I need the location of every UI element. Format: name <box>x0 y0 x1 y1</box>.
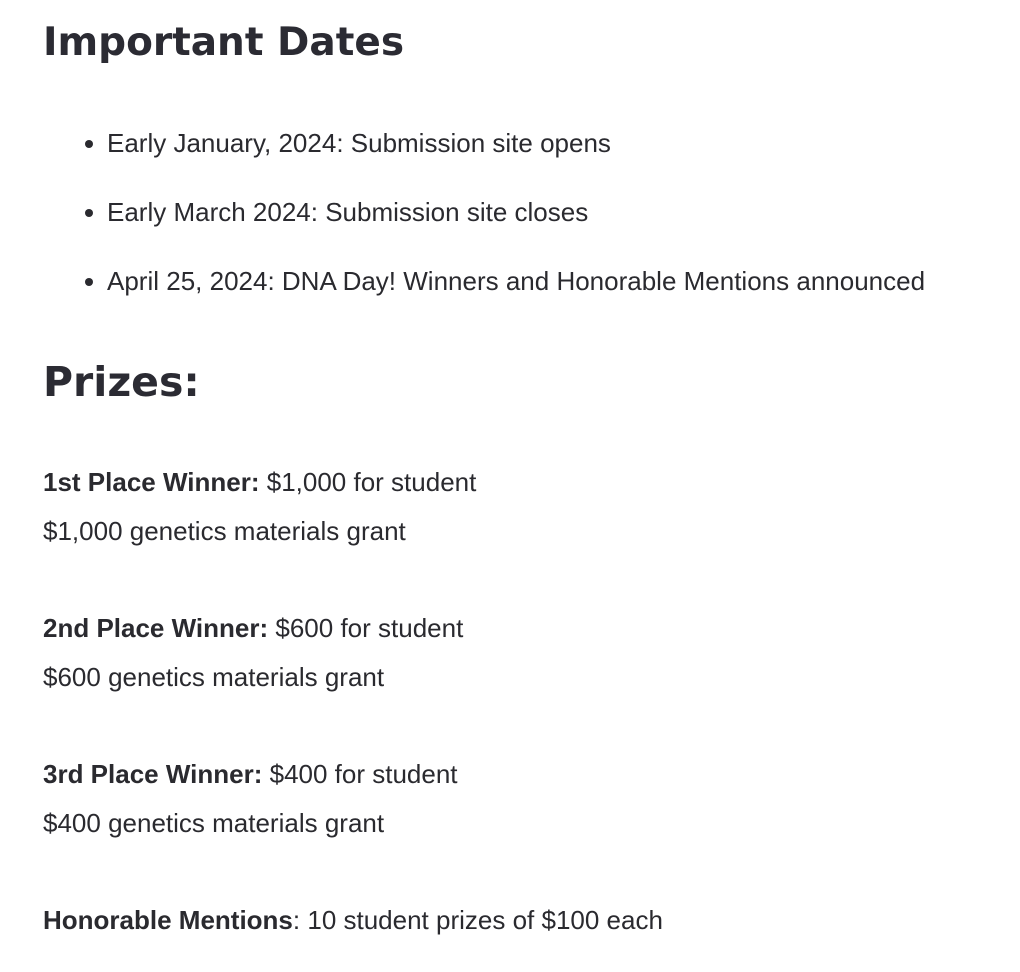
third-place-student-prize <box>43 758 458 790</box>
first-place-student-prize <box>43 466 476 498</box>
first-place-student-amount: $1,000 for student <box>259 467 477 497</box>
date-item-submission-closes <box>107 196 588 228</box>
third-place-label: 3rd Place Winner: <box>43 759 263 789</box>
second-place-label: 2nd Place Winner: <box>43 613 269 643</box>
date-item-text: April 25, 2024: DNA Day! Winners and Honorable Mentions announced <box>107 266 926 296</box>
honorable-mentions-text: : 10 student prizes of $100 each <box>292 905 663 935</box>
date-item-text: Early March 2024: Submission site closes <box>107 197 589 227</box>
first-place-label: 1st Place Winner: <box>43 467 260 497</box>
bullet-icon <box>85 140 93 148</box>
bullet-icon <box>85 209 93 217</box>
date-item-submission-opens <box>107 127 611 159</box>
first-place-grant: $1,000 genetics materials grant <box>43 516 406 546</box>
third-place-student-amount: $400 for student <box>262 759 458 789</box>
honorable-mentions-prize <box>43 904 663 936</box>
date-item-text: Early January, 2024: Submission site opens <box>107 128 611 158</box>
bullet-icon <box>85 278 93 286</box>
second-place-student-amount: $600 for student <box>268 613 464 643</box>
important-dates-heading: Important Dates <box>43 20 405 65</box>
date-item-winners-announced <box>107 265 925 297</box>
prizes-heading: Prizes: <box>43 358 200 406</box>
second-place-grant: $600 genetics materials grant <box>43 662 385 692</box>
honorable-mentions-label: Honorable Mentions <box>43 905 293 935</box>
third-place-grant: $400 genetics materials grant <box>43 808 385 838</box>
second-place-student-prize <box>43 612 463 644</box>
